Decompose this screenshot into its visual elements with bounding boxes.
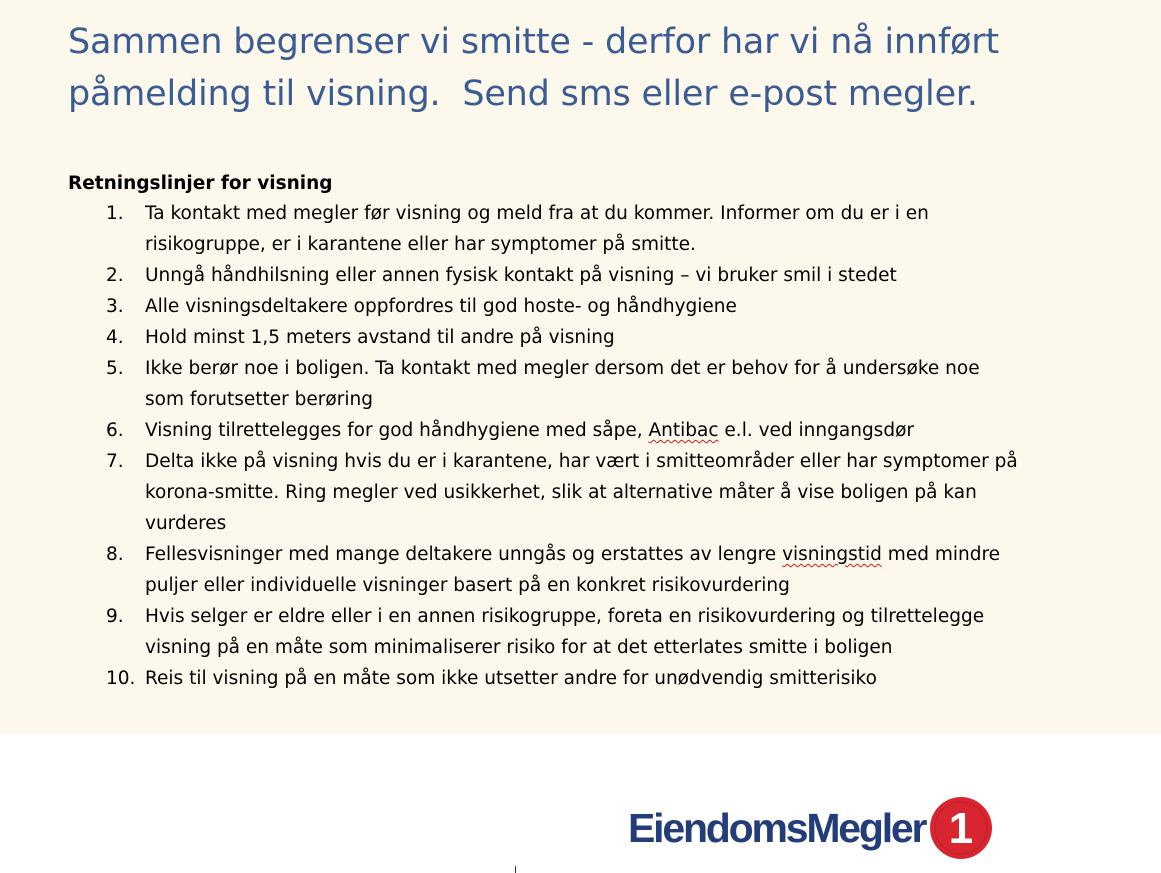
item-text-line: Hvis selger er eldre eller i en annen risikogruppe, foreta en risikovurdering og tilrettelegge: [145, 606, 985, 627]
text-cursor: [515, 866, 516, 873]
item-text-line: Unngå håndhilsning eller annen fysisk kontakt på visning – vi bruker smil i stedet: [145, 265, 897, 286]
item-text-line: som forutsetter berøring: [145, 389, 373, 410]
item-text: [145, 260, 1046, 291]
item-text-line: Ta kontakt med megler før visning og meld fra at du kommer. Informer om du er i en: [145, 203, 929, 224]
logo-wordmark: EiendomsMegler: [628, 805, 926, 851]
logo-badge-number: 1: [949, 804, 974, 853]
item-number: 4.: [106, 327, 124, 348]
list-item: [106, 601, 1046, 663]
list-item: [106, 353, 1046, 415]
list-item: [106, 539, 1046, 601]
list-item: [106, 415, 1046, 446]
spellcheck-flagged-word[interactable]: visningstid: [782, 544, 882, 565]
spellcheck-flagged-word[interactable]: Antibac: [648, 420, 719, 441]
item-number: 6.: [106, 420, 124, 441]
item-text-line: Delta ikke på visning hvis du er i karantene, har vært i smitteområder eller har symptomer på: [145, 451, 1018, 472]
item-text-line: visning på en måte som minimaliserer risiko for at det etterlates smitte i boligen: [145, 637, 893, 658]
item-text-line: Reis til visning på en måte som ikke utsetter andre for unødvendig smitterisiko: [145, 668, 877, 689]
item-text-line: puljer eller individuelle visninger basert på en konkret risikovurdering: [145, 575, 790, 596]
item-text: [145, 322, 1046, 353]
item-number: 8.: [106, 544, 124, 565]
item-text-segment: Fellesvisninger med mange deltakere unngås og erstattes av lengre: [145, 544, 783, 565]
item-text: [145, 663, 1046, 694]
eiendomsmegler-logo: [628, 796, 993, 860]
list-item: [106, 291, 1046, 322]
item-number: 3.: [106, 296, 124, 317]
list-item: [106, 322, 1046, 353]
list-item: [106, 198, 1046, 260]
item-text: [145, 415, 1046, 446]
item-text-line: Alle visningsdeltakere oppfordres til god hoste- og håndhygiene: [145, 296, 737, 317]
item-text: [145, 198, 1046, 260]
item-text-line: vurderes: [145, 513, 227, 534]
item-text-line: korona-smitte. Ring megler ved usikkerhet, slik at alternative måter å vise boligen på kan: [145, 482, 977, 503]
item-text-line: Ikke berør noe i boligen. Ta kontakt med megler dersom det er behov for å undersøke noe: [145, 358, 980, 379]
item-text: [145, 353, 1046, 415]
headline-line-2: påmelding til visning. Send sms eller e-post megler.: [68, 74, 978, 114]
item-text-line: Hold minst 1,5 meters avstand til andre på visning: [145, 327, 615, 348]
item-number: 7.: [106, 451, 124, 472]
item-number: 1.: [106, 203, 124, 224]
list-item: [106, 663, 1046, 694]
item-text: [145, 446, 1046, 539]
list-item: [106, 260, 1046, 291]
item-number: 5.: [106, 358, 124, 379]
item-text: [145, 601, 1046, 663]
guidelines-list: [106, 198, 1046, 694]
item-text: [145, 291, 1046, 322]
item-number: 10.: [106, 668, 136, 689]
item-text-line: risikogruppe, er i karantene eller har symptomer på smitte.: [145, 234, 696, 255]
item-text-segment: med mindre: [881, 544, 1001, 565]
logo-badge-icon: [929, 796, 993, 860]
item-text: [145, 539, 1046, 601]
item-number: 9.: [106, 606, 124, 627]
list-item: [106, 446, 1046, 539]
item-text-segment: Visning tilrettelegges for god håndhygiene med såpe,: [145, 420, 649, 441]
item-number: 2.: [106, 265, 124, 286]
guidelines-title: Retningslinjer for visning: [68, 173, 333, 194]
item-text-segment: e.l. ved inngangsdør: [718, 420, 914, 441]
headline-line-1: Sammen begrenser vi smitte - derfor har vi nå innført: [68, 22, 999, 62]
headline: [68, 16, 1128, 120]
